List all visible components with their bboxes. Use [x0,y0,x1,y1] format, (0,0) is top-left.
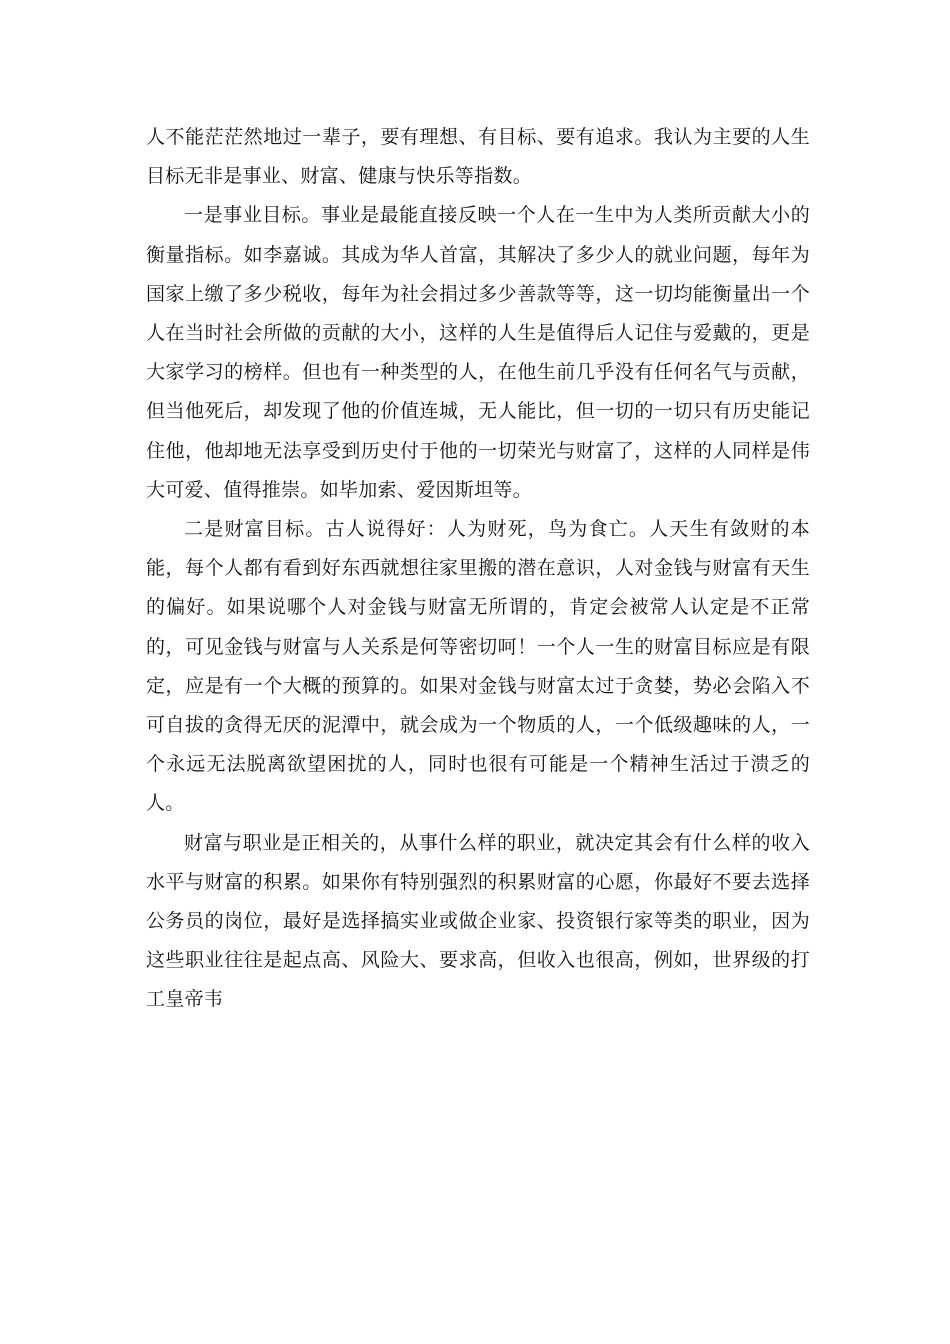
document-body [146,118,810,1020]
paragraph-wealth-goal: 二是财富目标。古人说得好：人为财死，鸟为食亡。人天生有敛财的本能，每个人都有看到好东西就想往家里搬的潜在意识，人对金钱与财富有天生的偏好。如果说哪个人对金钱与财富无所谓的，肯定会被常人认定是不正常的，可见金钱与财富与人关系是何等密切呵！一个人一生的财富目标应是有限定，应是有一个大概的预算的。如果对金钱与财富太过于贪婪，势必会陷入不可自拔的贪得无厌的泥潭中，就会成为一个物质的人，一个低级趣味的人，一个永远无法脱离欲望困扰的人，同时也很有可能是一个精神生活过于溃乏的人。 [146,518,810,815]
paragraph-career-goal: 一是事业目标。事业是最能直接反映一个人在一生中为人类所贡献大小的衡量指标。如李嘉诚。其成为华人首富，其解决了多少人的就业问题，每年为国家上缴了多少税收，每年为社会捐过多少善款等等，这一切均能衡量出一个人在当时社会所做的贡献的大小，这样的人生是值得后人记住与爱戴的，更是大家学习的榜样。但也有一种类型的人，在他生前几乎没有任何名气与贡献，但当他死后，却发现了他的价值连城，无人能比，但一切的一切只有历史能记住他，他却地无法享受到历史付于他的一切荣光与财富了，这样的人同样是伟大可爱、值得推崇。如毕加索、爱因斯坦等。 [146,204,810,501]
paragraph-intro: 人不能茫茫然地过一辈子，要有理想、有目标、要有追求。我认为主要的人生目标无非是事业、财富、健康与快乐等指数。 [146,126,810,188]
paragraph-wealth-career: 财富与职业是正相关的，从事什么样的职业，就决定其会有什么样的收入水平与财富的积累。如果你有特别强烈的积累财富的心愿，你最好不要去选择公务员的岗位，最好是选择搞实业或做企业家、投资银行家等类的职业，因为这些职业往往是起点高、风险大、要求高，但收入也很高，例如，世界级的打工皇帝韦 [146,831,810,1011]
